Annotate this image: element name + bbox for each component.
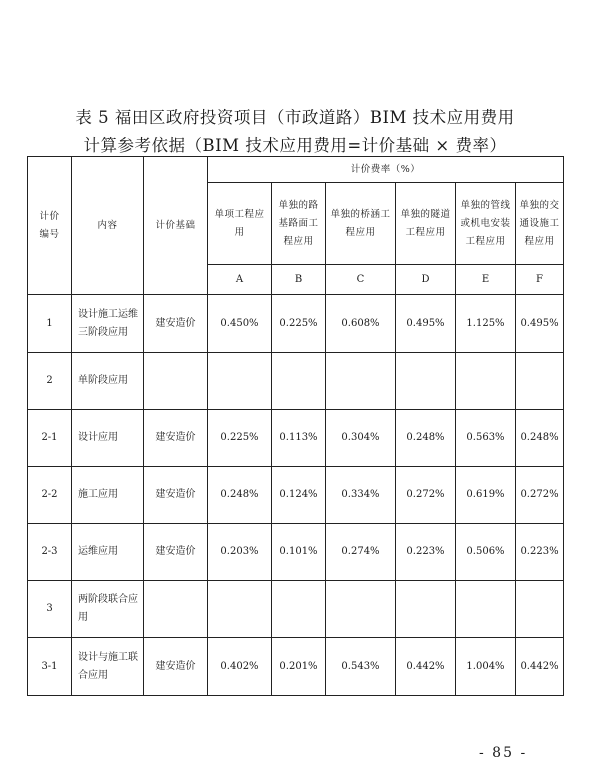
header-letter-c: C xyxy=(326,265,396,295)
rate-cell: 0.113% xyxy=(272,410,326,467)
rate-cell: 0.248% xyxy=(516,410,564,467)
header-rate-col-c: 单独的桥涵工程应用 xyxy=(326,183,396,265)
rate-cell: 0.248% xyxy=(396,410,456,467)
header-rate-col-f: 单独的交通设施工程应用 xyxy=(516,183,564,265)
table-row xyxy=(28,524,564,581)
row-content: 运维应用 xyxy=(72,524,144,581)
row-code: 2 xyxy=(28,353,72,410)
rate-cell: 0.450% xyxy=(208,295,272,353)
rate-cell xyxy=(326,581,396,638)
rate-cell: 0.608% xyxy=(326,295,396,353)
row-basis xyxy=(144,581,208,638)
rate-cell: 0.101% xyxy=(272,524,326,581)
table-row xyxy=(28,353,564,410)
rate-cell: 0.272% xyxy=(516,467,564,524)
row-code: 2-1 xyxy=(28,410,72,467)
row-basis xyxy=(144,353,208,410)
header-basis: 计价基础 xyxy=(144,157,208,295)
header-code: 计价编号 xyxy=(28,157,72,295)
row-content: 设计应用 xyxy=(72,410,144,467)
rate-cell: 0.225% xyxy=(272,295,326,353)
rate-cell: 0.402% xyxy=(208,638,272,696)
rate-cell: 0.248% xyxy=(208,467,272,524)
rate-cell xyxy=(272,353,326,410)
header-rate-col-e: 单独的管线或机电安装工程应用 xyxy=(456,183,516,265)
page-number: - 85 - xyxy=(479,745,528,761)
rate-cell: 0.223% xyxy=(396,524,456,581)
rate-cell: 1.125% xyxy=(456,295,516,353)
header-letter-e: E xyxy=(456,265,516,295)
header-letter-b: B xyxy=(272,265,326,295)
row-code: 2-3 xyxy=(28,524,72,581)
rate-cell: 0.442% xyxy=(396,638,456,696)
table-title-line-2: 计算参考依据（BIM 技术应用费用=计价基础 × 费率） xyxy=(83,136,507,155)
row-content: 设计与施工联合应用 xyxy=(72,638,144,696)
rate-cell xyxy=(516,353,564,410)
header-content: 内容 xyxy=(72,157,144,295)
row-basis: 建安造价 xyxy=(144,410,208,467)
table-row xyxy=(28,295,564,353)
rate-cell xyxy=(456,353,516,410)
table-title-line-1: 表 5 福田区政府投资项目（市政道路）BIM 技术应用费用 xyxy=(75,108,515,127)
row-basis: 建安造价 xyxy=(144,524,208,581)
rate-cell xyxy=(326,353,396,410)
rate-cell: 0.124% xyxy=(272,467,326,524)
rate-cell: 0.225% xyxy=(208,410,272,467)
row-basis: 建安造价 xyxy=(144,467,208,524)
rate-cell: 0.334% xyxy=(326,467,396,524)
rate-cell: 0.506% xyxy=(456,524,516,581)
rate-cell xyxy=(516,581,564,638)
header-rate-col-a: 单项工程应用 xyxy=(208,183,272,265)
rate-cell xyxy=(272,581,326,638)
row-code: 2-2 xyxy=(28,467,72,524)
row-content: 施工应用 xyxy=(72,467,144,524)
rate-cell: 0.442% xyxy=(516,638,564,696)
rate-cell xyxy=(208,581,272,638)
rate-cell: 0.274% xyxy=(326,524,396,581)
rate-cell: 0.543% xyxy=(326,638,396,696)
row-basis: 建安造价 xyxy=(144,295,208,353)
rate-cell: 0.201% xyxy=(272,638,326,696)
rate-cell: 0.203% xyxy=(208,524,272,581)
rate-cell: 0.304% xyxy=(326,410,396,467)
rate-cell: 0.563% xyxy=(456,410,516,467)
table-row xyxy=(28,410,564,467)
row-code: 1 xyxy=(28,295,72,353)
rate-cell xyxy=(208,353,272,410)
row-code: 3 xyxy=(28,581,72,638)
row-content: 设计施工运维三阶段应用 xyxy=(72,295,144,353)
header-letter-a: A xyxy=(208,265,272,295)
header-letter-f: F xyxy=(516,265,564,295)
rate-cell xyxy=(396,581,456,638)
row-code: 3-1 xyxy=(28,638,72,696)
rate-cell: 0.223% xyxy=(516,524,564,581)
rate-cell: 0.495% xyxy=(396,295,456,353)
header-row-top xyxy=(28,157,564,183)
row-content: 单阶段应用 xyxy=(72,353,144,410)
header-rate-col-b: 单独的路基路面工程应用 xyxy=(272,183,326,265)
rate-cell: 0.495% xyxy=(516,295,564,353)
rate-cell: 0.619% xyxy=(456,467,516,524)
bim-fee-table xyxy=(27,156,564,696)
table-row xyxy=(28,638,564,696)
table-row xyxy=(28,581,564,638)
header-rate-group: 计价费率（%） xyxy=(208,157,564,183)
header-letter-d: D xyxy=(396,265,456,295)
row-content: 两阶段联合应用 xyxy=(72,581,144,638)
rate-cell xyxy=(456,581,516,638)
rate-cell xyxy=(396,353,456,410)
table-row xyxy=(28,467,564,524)
rate-cell: 0.272% xyxy=(396,467,456,524)
rate-cell: 1.004% xyxy=(456,638,516,696)
header-rate-col-d: 单独的隧道工程应用 xyxy=(396,183,456,265)
row-basis: 建安造价 xyxy=(144,638,208,696)
